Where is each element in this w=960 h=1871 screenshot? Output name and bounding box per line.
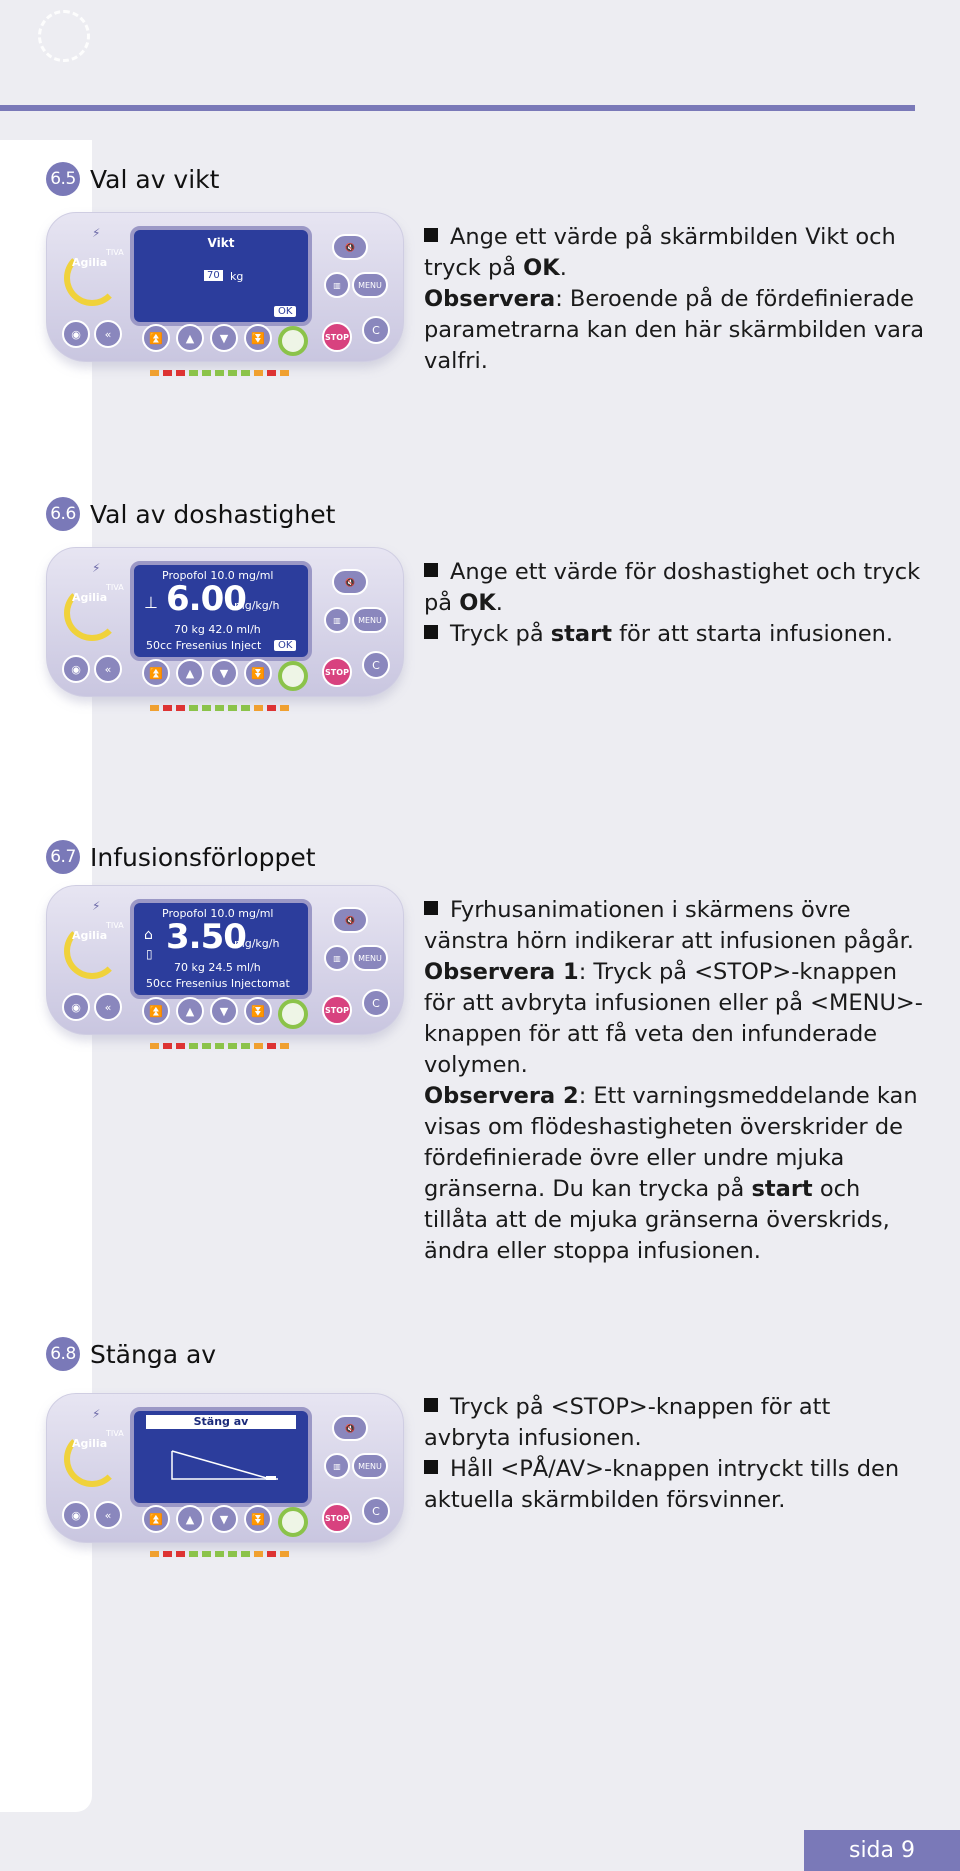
up-button: ▲ — [176, 997, 204, 1025]
stop-button: STOP — [322, 322, 352, 352]
logo-ring-icon — [38, 10, 90, 62]
bullet-paragraph: Ange ett värde för doshastighet och tryck på OK. — [424, 559, 921, 616]
device-brand: Agilia — [72, 1437, 108, 1450]
fast-up-button: ⏫ — [142, 997, 170, 1025]
c-button: C — [362, 1497, 390, 1525]
section-title: Val av vikt — [90, 164, 220, 194]
drug-line: Propofol 10.0 mg/ml — [162, 907, 274, 920]
bullet-square-icon — [424, 1398, 438, 1412]
menu-button: MENU — [352, 1453, 388, 1479]
power-button: ◉ — [62, 655, 90, 683]
bullet-paragraph: Ange ett värde på skärmbilden Vikt och tryck på OK. — [424, 224, 896, 281]
down-button: ▼ — [210, 659, 238, 687]
menu-button: MENU — [352, 272, 388, 298]
section-text — [424, 895, 924, 1267]
rewind-button: « — [94, 1501, 122, 1529]
device-tiva: TIVA — [106, 248, 124, 257]
rewind-button: « — [94, 655, 122, 683]
shutdown-bar: Stäng av — [146, 1415, 296, 1429]
syringe-line: 50cc Fresenius Inject — [146, 639, 262, 652]
menu-button: MENU — [352, 607, 388, 633]
note-paragraph: Observera 2: Ett varningsmeddelande kan visas om flödeshastigheten överskrider de fördefinierade övre eller undre mjuka gränserna. Du kan trycka på start och tillåta att de mjuka gränserna överskrids, ändra eller stoppa infusionen. — [424, 1083, 918, 1264]
chart-button: ▥ — [324, 607, 350, 633]
bold-text: OK — [523, 255, 560, 281]
c-button: C — [362, 316, 390, 344]
bullet-paragraph: Fyrhusanimationen i skärmens övre vänstra hörn indikerar att infusionen pågår. — [424, 897, 914, 954]
dose-value: 3.50 — [166, 917, 246, 957]
pump-device — [46, 885, 404, 1053]
house-animation-icon: ⌂ — [144, 927, 153, 943]
bold-text: start — [550, 621, 612, 647]
section-text — [424, 557, 924, 650]
syringe-icon: ⊥ — [144, 593, 158, 612]
start-button — [278, 999, 308, 1029]
pump-device — [46, 547, 404, 715]
down-button: ▼ — [210, 324, 238, 352]
device-screen — [130, 1407, 312, 1507]
plug-icon: ⚡ — [92, 899, 101, 913]
mute-button: 🔇 — [332, 234, 368, 260]
shutdown-ramp-icon — [170, 1449, 280, 1483]
stop-button: STOP — [322, 1503, 352, 1533]
dose-unit: mg/kg/h — [234, 599, 280, 612]
bullet-square-icon — [424, 625, 438, 639]
c-button: C — [362, 651, 390, 679]
start-button — [278, 661, 308, 691]
plug-icon: ⚡ — [92, 226, 101, 240]
bullet-paragraph: Håll <PÅ/AV>-knappen intryckt tills den aktuella skärmbilden försvinner. — [424, 1456, 900, 1513]
section-number: 6.7 — [46, 840, 80, 874]
up-button: ▲ — [176, 1505, 204, 1533]
section-number: 6.8 — [46, 1337, 80, 1371]
led-strip — [150, 1043, 289, 1049]
section-heading — [46, 497, 335, 531]
mute-button: 🔇 — [332, 907, 368, 933]
start-button — [278, 1507, 308, 1537]
stop-button: STOP — [322, 995, 352, 1025]
stop-button: STOP — [322, 657, 352, 687]
device-brand: Agilia — [72, 256, 108, 269]
drug-line: Propofol 10.0 mg/ml — [162, 569, 274, 582]
section-title: Infusionsförloppet — [90, 842, 316, 872]
device-brand: Agilia — [72, 929, 108, 942]
bullet-paragraph: Tryck på start för att starta infusionen. — [424, 619, 924, 650]
bold-text: Observera 2 — [424, 1083, 579, 1109]
device-screen — [130, 226, 312, 326]
pump-device — [46, 212, 404, 380]
section-text — [424, 222, 924, 377]
section-heading — [46, 840, 316, 874]
dose-value: 6.00 — [166, 579, 246, 619]
bullet-square-icon — [424, 901, 438, 915]
page-number: sida 9 — [804, 1830, 960, 1871]
bold-text: Observera — [424, 286, 556, 312]
note-paragraph: Observera: Beroende på de fördefinierade parametrarna kan den här skärmbilden vara valfri. — [424, 286, 924, 374]
device-brand: Agilia — [72, 591, 108, 604]
section-number: 6.5 — [46, 162, 80, 196]
plug-icon: ⚡ — [92, 561, 101, 575]
device-tiva: TIVA — [106, 1429, 124, 1438]
device-screen — [130, 899, 312, 999]
fast-down-button: ⏬ — [244, 324, 272, 352]
down-button: ▼ — [210, 997, 238, 1025]
power-button: ◉ — [62, 1501, 90, 1529]
down-button: ▼ — [210, 1505, 238, 1533]
power-button: ◉ — [62, 320, 90, 348]
section-title: Val av doshastighet — [90, 499, 336, 529]
bullet-paragraph: Tryck på <STOP>-knappen för att avbryta infusionen. — [424, 1394, 831, 1451]
bullet-square-icon — [424, 228, 438, 242]
device-screen — [130, 561, 312, 661]
weight-unit: kg — [230, 270, 244, 283]
weight-value: 70 — [204, 270, 223, 281]
battery-icon: ▯ — [146, 947, 153, 961]
screen-ok: OK — [274, 306, 296, 317]
page-header — [0, 0, 960, 115]
screen-ok: OK — [274, 640, 296, 651]
bullet-square-icon — [424, 1460, 438, 1474]
rate-line: 70 kg 42.0 ml/h — [174, 623, 261, 636]
bullet-square-icon — [424, 563, 438, 577]
rate-line: 70 kg 24.5 ml/h — [174, 961, 261, 974]
power-button: ◉ — [62, 993, 90, 1021]
led-strip — [150, 370, 289, 376]
dose-unit: mg/kg/h — [234, 937, 280, 950]
fast-up-button: ⏫ — [142, 659, 170, 687]
start-button — [278, 326, 308, 356]
section-heading — [46, 162, 219, 196]
fast-down-button: ⏬ — [244, 659, 272, 687]
page-content — [0, 140, 960, 1812]
screen-title: Vikt — [207, 236, 235, 250]
note-paragraph: Observera 1: Tryck på <STOP>-knappen för att avbryta infusionen eller på <MENU>-knappen för att få veta den infunderade volymen. — [424, 959, 923, 1078]
chart-button: ▥ — [324, 945, 350, 971]
led-strip — [150, 1551, 289, 1557]
rewind-button: « — [94, 320, 122, 348]
mute-button: 🔇 — [332, 1415, 368, 1441]
c-button: C — [362, 989, 390, 1017]
rewind-button: « — [94, 993, 122, 1021]
plug-icon: ⚡ — [92, 1407, 101, 1421]
header-rule — [0, 105, 915, 111]
fast-up-button: ⏫ — [142, 1505, 170, 1533]
fast-down-button: ⏬ — [244, 997, 272, 1025]
bold-text: Observera 1 — [424, 959, 579, 985]
up-button: ▲ — [176, 324, 204, 352]
bold-text: OK — [459, 590, 496, 616]
device-tiva: TIVA — [106, 583, 124, 592]
syringe-line: 50cc Fresenius Injectomat — [146, 977, 290, 990]
pump-device — [46, 1393, 404, 1561]
menu-button: MENU — [352, 945, 388, 971]
fast-down-button: ⏬ — [244, 1505, 272, 1533]
section-text — [424, 1392, 924, 1516]
chart-button: ▥ — [324, 272, 350, 298]
up-button: ▲ — [176, 659, 204, 687]
chart-button: ▥ — [324, 1453, 350, 1479]
fast-up-button: ⏫ — [142, 324, 170, 352]
section-number: 6.6 — [46, 497, 80, 531]
led-strip — [150, 705, 289, 711]
bold-text: start — [751, 1176, 813, 1202]
mute-button: 🔇 — [332, 569, 368, 595]
section-heading — [46, 1337, 216, 1371]
device-tiva: TIVA — [106, 921, 124, 930]
section-title: Stänga av — [90, 1339, 217, 1369]
